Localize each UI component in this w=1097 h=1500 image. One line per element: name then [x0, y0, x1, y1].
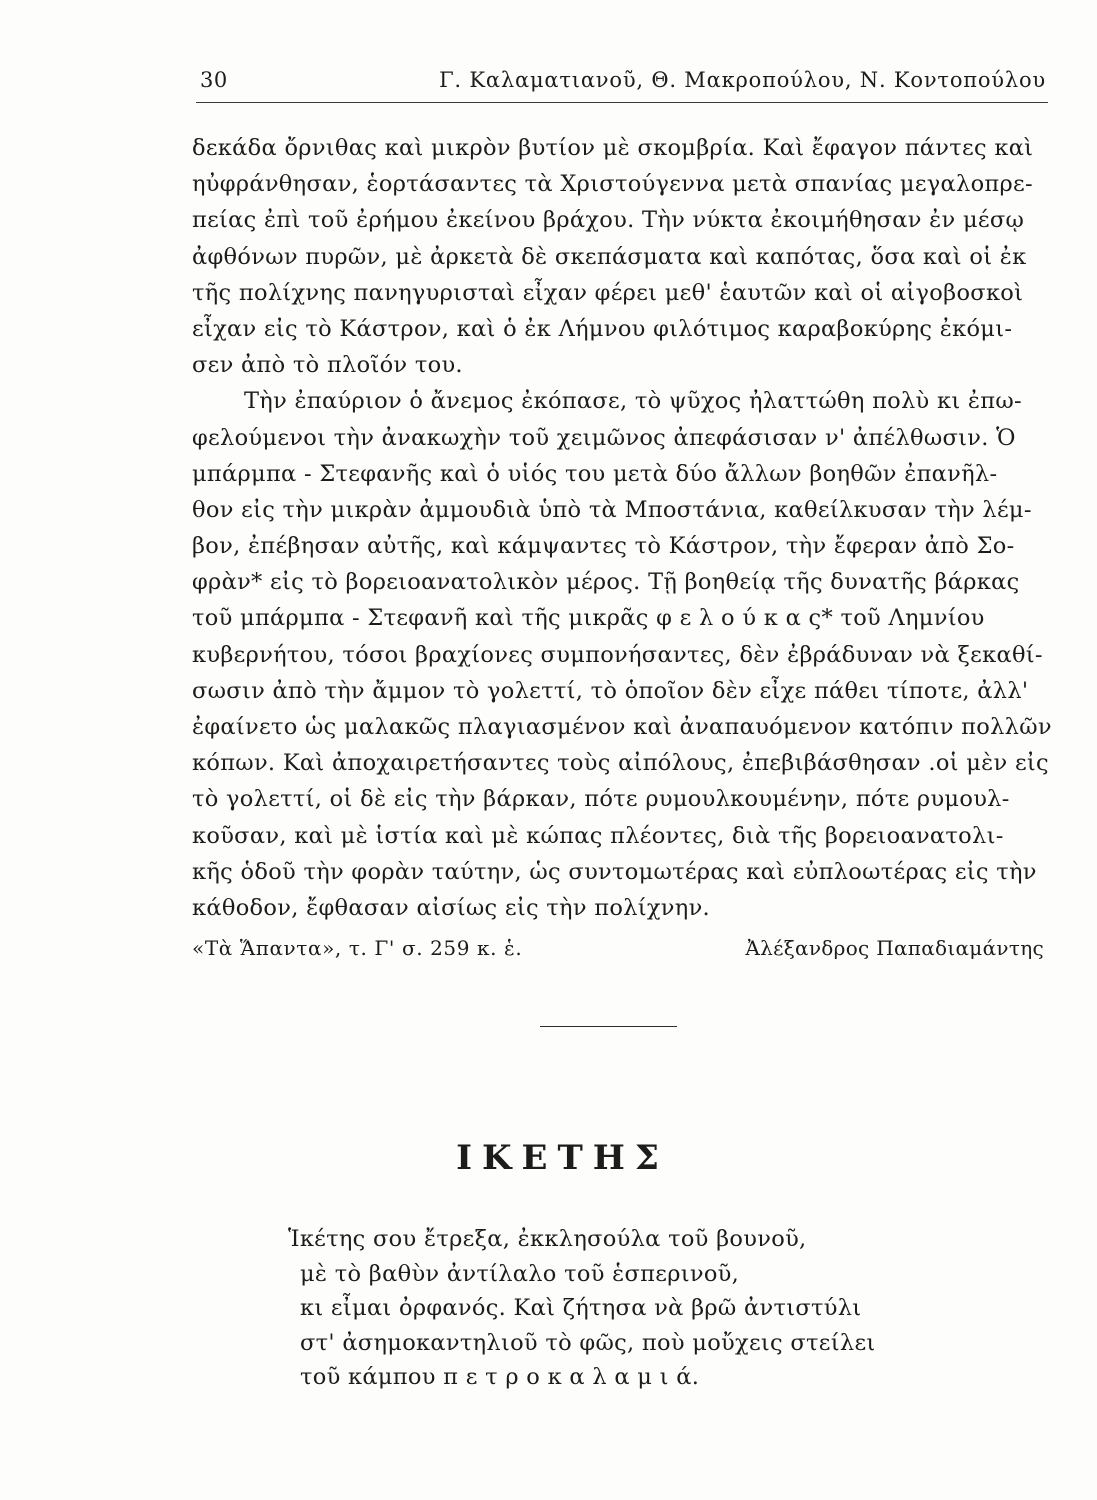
prose-line: Τὴν ἐπαύριον ὁ ἄνεμος ἐκόπασε, τὸ ψῦχος ἠλαττώθη πολὺ κι ἐπω- — [244, 388, 1022, 415]
prose-line: δεκάδα ὄρνιθας καὶ μικρὸν βυτίον μὲ σκομβρία. Καὶ ἔφαγον πάντες καὶ — [192, 135, 1034, 161]
prose-line: φρὰν* εἰς τὸ βορειοανατολικὸν μέρος. Τῇ βοηθείᾳ τῆς δυνατῆς βάρκας — [192, 569, 1020, 596]
header-authors: Γ. Καλαματιανοῦ, Θ. Μακροπούλου, Ν. Κοντοπούλου — [439, 68, 1046, 92]
prose-line: τοῦ μπάρμπα - Στεφανῆ καὶ τῆς μικρᾶς φ ε λ ο ύ κ α ς* τοῦ Λημνίου — [192, 605, 985, 632]
citation-author: Ἀλέξανδρος Παπαδιαμάντης — [745, 936, 1044, 960]
prose-line: κοῦσαν, καὶ μὲ ἱστία καὶ μὲ κώπας πλέοντες, διὰ τῆς βορειοανατολι- — [192, 822, 1004, 849]
prose-line: τῆς πολίχνης πανηγυρισταὶ εἶχαν φέρει μεθ' ἑαυτῶν καὶ οἱ αἰγοβοσκοὶ — [192, 279, 1024, 306]
poem-verse: μὲ τὸ βαθὺν ἀντίλαλο τοῦ ἑσπερινοῦ, — [300, 1260, 740, 1287]
prose-line: σεν ἀπὸ τὸ πλοῖόν του. — [192, 352, 463, 379]
prose-line: φελούμενοι τὴν ἀνακωχὴν τοῦ χειμῶνος ἀπεφάσισαν ν' ἀπέλθωσιν. Ὁ — [192, 424, 1016, 451]
citation — [192, 930, 1048, 966]
prose-line: ἐφαίνετο ὡς μαλακῶς πλαγιασμένον καὶ ἀναπαυόμενον κατόπιν πολλῶν — [192, 714, 1052, 740]
prose-line: κυβερνήτου, τόσοι βραχίονες συμπονήσαντες, δὲν ἐβράδυναν νὰ ξεκαθί- — [192, 641, 1043, 668]
prose-line: κάθοδον, ἔφθασαν αἰσίως εἰς τὴν πολίχνην. — [192, 894, 711, 921]
section-divider — [540, 1026, 677, 1027]
running-head — [196, 62, 1048, 103]
prose-line: κῆς ὁδοῦ τὴν φορὰν ταύτην, ὡς συντομωτέρας καὶ εὐπλοωτέρας εἰς τὴν — [192, 858, 1037, 885]
prose-line: εἶχαν εἰς τὸ Κάστρον, καὶ ὁ ἐκ Λήμνου φιλότιμος καραβοκύρης ἐκόμι- — [192, 315, 1013, 342]
prose-passage — [192, 130, 1052, 926]
citation-source: «Τὰ Ἅπαντα», τ. Γ' σ. 259 κ. ἑ. — [192, 936, 523, 960]
poem-verse: Ἱκέτης σου ἔτρεξα, ἐκκλησούλα τοῦ βουνοῦ, — [288, 1226, 807, 1252]
prose-line: θον εἰς τὴν μικρὰν ἀμμουδιὰ ὑπὸ τὰ Μποστάνια, καθείλκυσαν τὴν λέμ- — [192, 496, 1032, 523]
prose-line: τὸ γολεττί, οἱ δὲ εἰς τὴν βάρκαν, πότε ρυμουλκουμένην, πότε ρυμουλ- — [192, 786, 1010, 813]
poem — [288, 1222, 928, 1395]
page-number: 30 — [200, 68, 228, 92]
prose-line: μπάρμπα - Στεφανῆς καὶ ὁ υἱός του μετὰ δύο ἄλλων βοηθῶν ἐπανῆλ- — [192, 460, 998, 487]
prose-line: ἀφθόνων πυρῶν, μὲ ἀρκετὰ δὲ σκεπάσματα καὶ καπότας, ὅσα καὶ οἱ ἐκ — [192, 243, 1027, 270]
prose-line: κόπων. Καὶ ἀποχαιρετήσαντες τοὺς αἰπόλους, ἐπεβιβάσθησαν .οἱ μὲν εἰς — [192, 750, 1049, 777]
prose-line: πείας ἐπὶ τοῦ ἐρήμου ἐκείνου βράχου. Τὴν νύκτα ἐκοιμήθησαν ἐν μέσῳ — [192, 207, 1025, 234]
poem-verse: τοῦ κάμπου π ε τ ρ ο κ α λ α μ ι ά. — [300, 1364, 700, 1390]
poem-title: ΙΚΕΤΗΣ — [456, 1138, 669, 1178]
prose-line: σωσιν ἀπὸ τὴν ἄμμον τὸ γολεττί, τὸ ὁποῖον δὲν εἶχε πάθει τίποτε, ἀλλ' — [192, 677, 1029, 704]
poem-verse: κι εἶμαι ὀρφανός. Καὶ ζήτησα νὰ βρῶ ἀντιστύλι — [300, 1295, 862, 1321]
prose-line: ηὐφράνθησαν, ἑορτάσαντες τὰ Χριστούγεννα μετὰ σπανίας μεγαλοπρε- — [192, 171, 1033, 198]
prose-line: βον, ἐπέβησαν αὐτῆς, καὶ κάμψαντες τὸ Κάστρον, τὴν ἔφεραν ἀπὸ Σο- — [192, 533, 1015, 560]
poem-verse: στ' ἀσημοκαντηλιοῦ τὸ φῶς, ποὺ μοὔχεις στείλει — [300, 1329, 876, 1356]
